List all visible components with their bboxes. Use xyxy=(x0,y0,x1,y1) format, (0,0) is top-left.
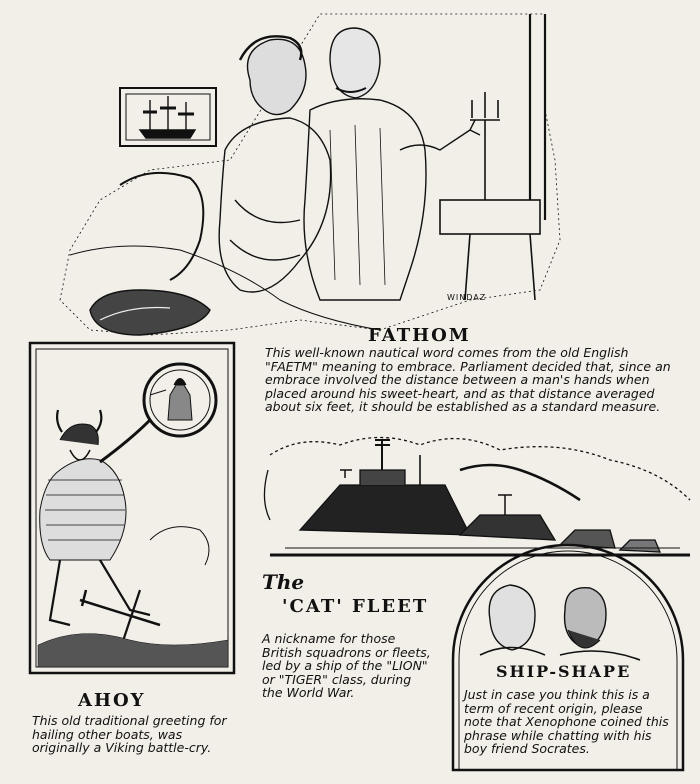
ahoy-text: This old traditional greeting for hailing other boats, was originally a Viking battle-cry. xyxy=(32,713,227,755)
cat-fleet-title-prefix: The xyxy=(262,570,305,594)
viking-panel xyxy=(30,343,234,673)
cat-fleet-text: A nickname for those British squadrons or fleets, led by a ship of the "LION" or "TIGER" class, during the World War. xyxy=(262,631,431,700)
cat-fleet-title: 'CAT' FLEET xyxy=(282,596,429,617)
couple-illustration xyxy=(60,14,560,335)
fathom-title: FATHOM xyxy=(368,325,471,346)
fleet-illustration xyxy=(264,438,690,556)
ship-shape-title: SHIP-SHAPE xyxy=(492,662,635,681)
ship-shape-text: Just in case you think this is a term of recent origin, please note that Xenophone coined this phrase while chatting with his boy friend Socrates. xyxy=(464,687,669,756)
artist-signature: WINDAZ xyxy=(447,293,487,302)
fathom-text: This well-known nautical word comes from the old English "FAETM" meaning to embrace. Parliament decided that, since an embrace involved the distance between a man's hands when placed around his sweet-heart, and as that distance averaged about six feet, it should be established as a standard measure. xyxy=(265,345,671,414)
ahoy-title: AHOY xyxy=(78,690,146,711)
